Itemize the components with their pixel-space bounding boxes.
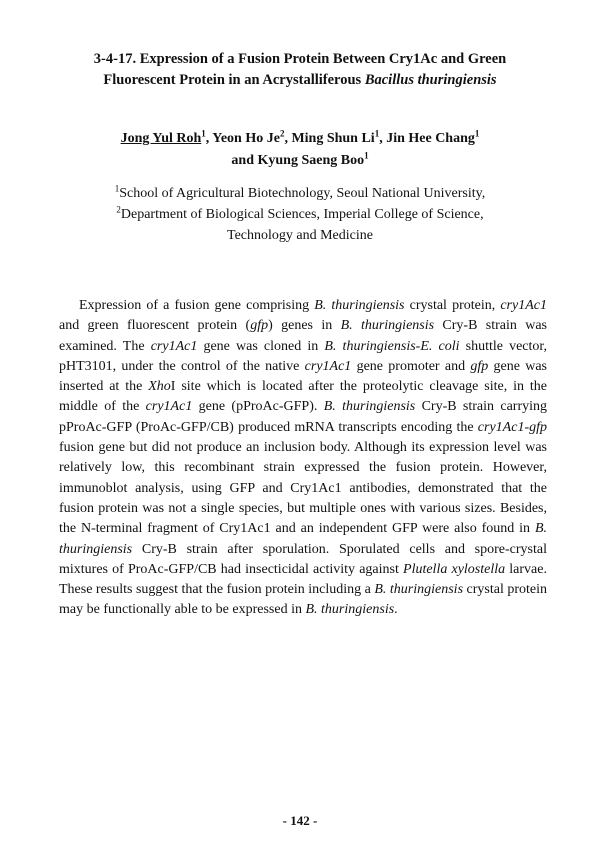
abstract-italic: cry1Ac1 (145, 399, 193, 415)
abstract-italic: cry1Ac1 (150, 338, 198, 354)
author-presenting: Jong Yul Roh (120, 131, 202, 146)
abstract-text: larvae. These results suggest that the fusion protein including a (59, 561, 547, 598)
abstract-text: I site which is located after the proteolytic cleavage site, in the middle of the (59, 379, 547, 415)
abstract-text: fusion gene but did not produce an inclusion body. Although its expression level was relatively low, this recombinant strain expressed the fusion protein. However, immunoblot analysis, using GFP and Cry1Ac1 antibodies, demonstrated that the fusion protein was not a single species, but multiple ones with various sizes. Besides, the N-terminal fragment of Cry1Ac1 and an independent GFP were also found in (59, 440, 547, 537)
abstract-italic: gfp (470, 358, 489, 374)
author-affil-mark: 2 (279, 128, 285, 139)
abstract-text: . (394, 602, 398, 618)
abstract-italic: B. thuringiensis (323, 399, 416, 415)
abstract-text: crystal protein may be functionally able to be expressed in (59, 582, 547, 618)
author: Jin Hee Chang (386, 131, 475, 146)
abstract-text: shuttle vector, pHT3101, under the control of the native (59, 338, 547, 374)
title-species: Bacillus thuringiensis (364, 72, 497, 88)
abstract-body (59, 296, 547, 621)
abstract-text: Cry-B strain was examined. The (59, 318, 547, 354)
abstract-italic: B. thuringiensis (305, 602, 395, 618)
author-affil-mark: 1 (374, 128, 380, 139)
abstract-text: ) genes in (268, 318, 341, 334)
affiliation-2-cont: Technology and Medicine (227, 228, 373, 243)
author-affil-mark: 1 (474, 128, 480, 139)
abstract-italic: Xho (148, 379, 171, 395)
affiliation-2: Department of Biological Sciences, Imperial College of Science, (120, 207, 484, 222)
author-affil-mark: 1 (201, 128, 206, 139)
title-line-1: 3-4-17. Expression of a Fusion Protein Between Cry1Ac and Green (93, 51, 507, 67)
author: Ming Shun Li (291, 131, 375, 146)
abstract-text: Cry-B strain carrying pProAc-GFP (ProAc-GFP/CB) produced mRNA transcripts encoding the (59, 399, 547, 435)
abstract-italic: B. thuringiensis (314, 298, 405, 313)
abstract-text: gene was cloned in (197, 338, 325, 354)
abstract-italic: B. thuringiensis (374, 582, 464, 598)
abstract-text: and green fluorescent protein ( (59, 318, 251, 334)
author: Yeon Ho Je (212, 131, 280, 146)
abstract-text: Expression of a fusion gene comprising (79, 298, 315, 313)
affiliations (60, 183, 540, 246)
abstract-italic: B. thuringiensis-E. coli (324, 338, 460, 354)
page-number: - 142 - (282, 813, 318, 828)
abstract-italic: Plutella xylostella (403, 561, 506, 577)
affil-mark: 1 (114, 183, 120, 194)
affil-mark: 2 (116, 204, 121, 215)
abstract-text: Cry-B strain after sporulation. Sporulated cells and spore-crystal mixtures of ProAc-GFP/CB had insecticidal activity against (59, 541, 547, 577)
abstract-text: gene was inserted at the (59, 358, 547, 395)
abstract-text: gene (pProAc-GFP). (192, 399, 324, 415)
abstract-italic: gfp (250, 318, 269, 334)
author-conjunction: and (231, 153, 258, 168)
abstract-italic: B. thuringiensis (59, 521, 547, 557)
abstract-italic: cry1Ac1-gfp (477, 419, 547, 435)
abstract-text: crystal protein, (404, 298, 501, 313)
author-list: Jong Yul Roh$^1$, Yeon Ho Je$^2$, Ming Shun Li$^1$, Jin Hee Chang$^1$ and Kyung Saeng Boo$^1$ (120, 128, 480, 168)
author: Kyung Saeng Boo (257, 153, 365, 168)
paper-title (40, 49, 560, 91)
abstract-italic: cry1Ac1 (304, 358, 352, 374)
abstract-italic: B. thuringiensis (340, 318, 435, 334)
affiliation-1: School of Agricultural Biotechnology, Seoul National University, (119, 186, 486, 201)
abstract-italic: cry1Ac1 (500, 298, 547, 313)
title-line-2: Fluorescent Protein in an Acrystalliferous (103, 72, 365, 88)
author-affil-mark: 1 (364, 150, 369, 161)
abstract-text: gene promoter and (351, 358, 471, 374)
